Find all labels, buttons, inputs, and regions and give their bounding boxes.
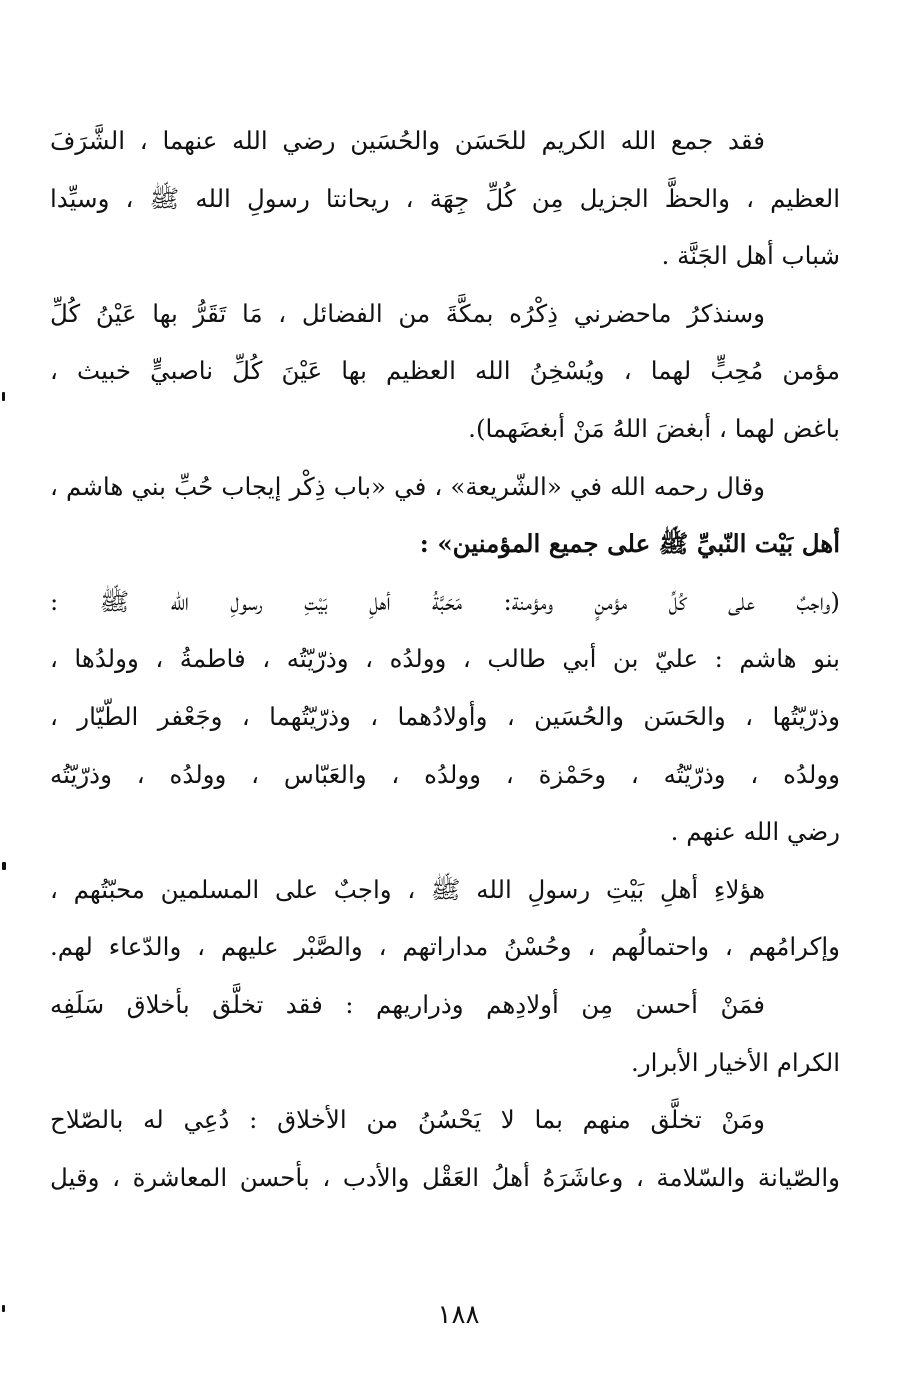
scan-speck bbox=[2, 862, 6, 870]
text-line: وولدُه ، وذرّيّتُه ، وحَمْزة ، وولدُه ، والعَبّاس ، وولدُه ، وذرّيّتُه bbox=[50, 759, 840, 789]
text-line: وإكرامُهم ، واحتمالُهم ، وحُسْنُ مداراتهم ، والصَّبْر عليهم ، والدّعاء لهم. bbox=[50, 932, 840, 962]
body-text bbox=[50, 112, 840, 1206]
text-line: ومَنْ تخلَّق منهم بما لا يَحْسُنُ من الأخلاق : دُعِي له بالصّلاح bbox=[50, 1105, 765, 1135]
text-line: وذرّيّتُها ، والحَسَن والحُسَين ، وأولادُهما ، وذرّيّتُهما ، وجَعْفر الطّيّار ، bbox=[50, 701, 840, 731]
text-line: والصّيانة والسّلامة ، وعاشَرَهُ أهلُ العَقْل والأدب ، بأحسن المعاشرة ، وقيل bbox=[50, 1162, 840, 1192]
scan-speck bbox=[2, 392, 5, 401]
text-line: باغض لهما ، أبغضَ اللهُ مَنْ أبغضَهما). bbox=[468, 413, 840, 443]
text-line: وسنذكرُ ماحضرني ذِكْرُه بمكَّةَ من الفضائل ، مَا تَقَرُّ بها عَيْنُ كُلِّ bbox=[50, 298, 765, 328]
text-line: فقد جمع الله الكريم للحَسَن والحُسَين رضي الله عنهما ، الشَّرَفَ bbox=[50, 126, 765, 155]
text-line: شباب أهل الجَنَّة . bbox=[661, 241, 840, 271]
page-number: ١٨٨ bbox=[437, 1300, 480, 1330]
text-line: مؤمن مُحِبٍّ لهما ، ويُسْخِنُ الله العظيم بها عَيْنَ كُلِّ ناصبيٍّ خبيث ، bbox=[50, 356, 840, 386]
text-line: الكرام الأخيار الأبرار. bbox=[630, 1047, 840, 1077]
text-line: أهل بَيْت النّبيِّ ﷺ على جميع المؤمنين» : bbox=[419, 529, 840, 559]
text-line: بنو هاشم : عليّ بن أبي طالب ، وولدُه ، وذرّيّتُه ، فاطمةُ ، وولدُها ، bbox=[50, 644, 840, 674]
text-line: هؤلاءِ أهلِ بَيْتِ رسولِ الله ﷺ ، واجبٌ على المسلمين محبّتُهم ، bbox=[50, 874, 765, 904]
scan-speck bbox=[2, 1305, 5, 1312]
text-line: وقال رحمه الله في «الشّريعة» ، في «باب ذِكْر إيجاب حُبِّ بني هاشم ، bbox=[50, 471, 765, 501]
text-line: رضي الله عنهم . bbox=[670, 817, 840, 847]
text-line: العظيم ، والحظَّ الجزيل مِن كُلِّ جِهَة ، ريحانتا رسولِ الله ﷺ ، وسيِّدا bbox=[50, 183, 840, 213]
text-line: (واجبٌ على كُلِّ مؤمنٍ ومؤمنة: مَحَبَّةُ أهلِ بَيْتِ رسولِ الله ﷺ : bbox=[50, 586, 840, 616]
text-line: فمَنْ أحسن مِن أولادِهم وذراريهم : فقد تخلَّق بأخلاق سَلَفِه bbox=[50, 989, 765, 1019]
